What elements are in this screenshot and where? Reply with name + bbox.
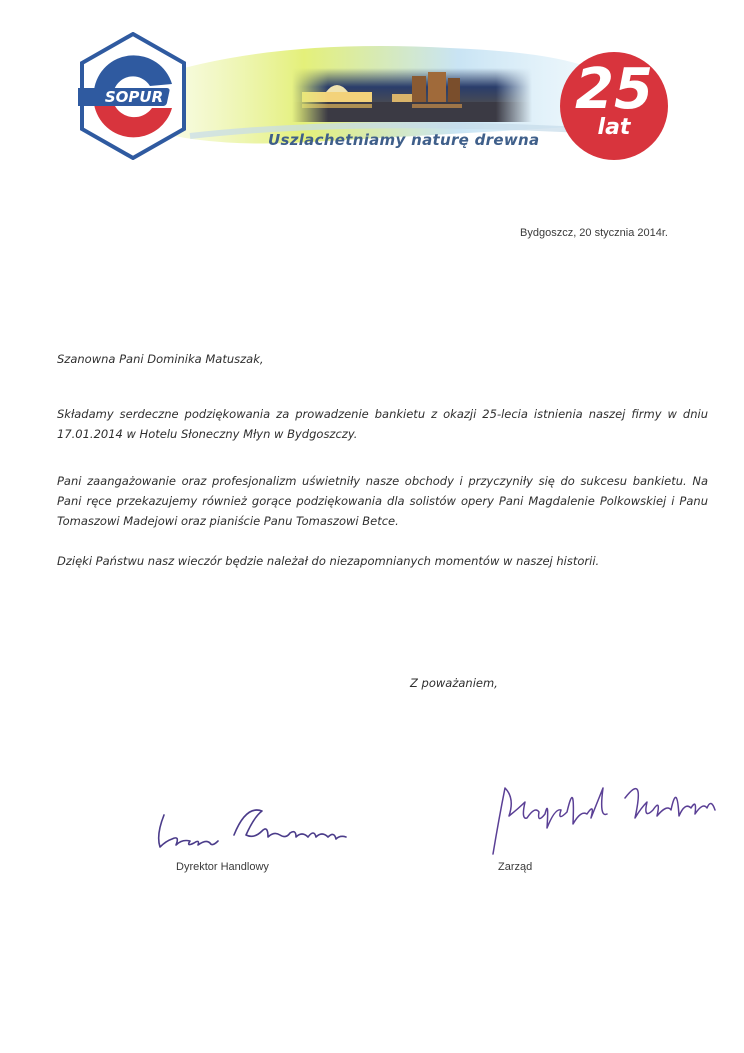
signature-right [485,758,725,868]
paragraph-2: Pani zaangażowanie oraz profesjonalizm uświetniły nasze obchody i przyczyniły się do sukcesu bankietu. Na Pani ręce przekazujemy również gorące podziękowania dla solistów opery Pani Magdalenie Polkowskiej i Panu Tomaszowi Madejowi oraz pianiście Panu Tomaszowi Betce. [57,474,708,528]
letter-date: Bydgoszcz, 20 stycznia 2014r. [520,227,668,239]
paragraph-3: Dzięki Państwu nasz wieczór będzie należał do niezapomnianych momentów w naszej historii. [57,554,600,568]
paragraph-1: Składamy serdeczne podziękowania za prowadzenie bankietu z okazji 25-lecia istnienia naszej firmy w dniu 17.01.2014 w Hotelu Słoneczny Młyn w Bydgoszczy. [57,407,708,441]
sopur-logo [78,32,188,160]
signature-label-right: Zarząd [498,861,533,873]
signature-left [150,795,360,865]
anniversary-badge [558,50,670,162]
logo-text: SOPUR [104,88,164,106]
closing-phrase: Z poważaniem, [410,676,498,690]
salutation: Szanowna Pani Dominika Matuszak, [57,352,264,366]
company-tagline: Uszlachetniamy naturę drewna [268,131,540,149]
signature-label-left: Dyrektor Handlowy [176,861,269,873]
badge-number: 25 [575,57,653,122]
badge-label: lat [597,115,631,140]
header-city-photo [292,58,532,122]
